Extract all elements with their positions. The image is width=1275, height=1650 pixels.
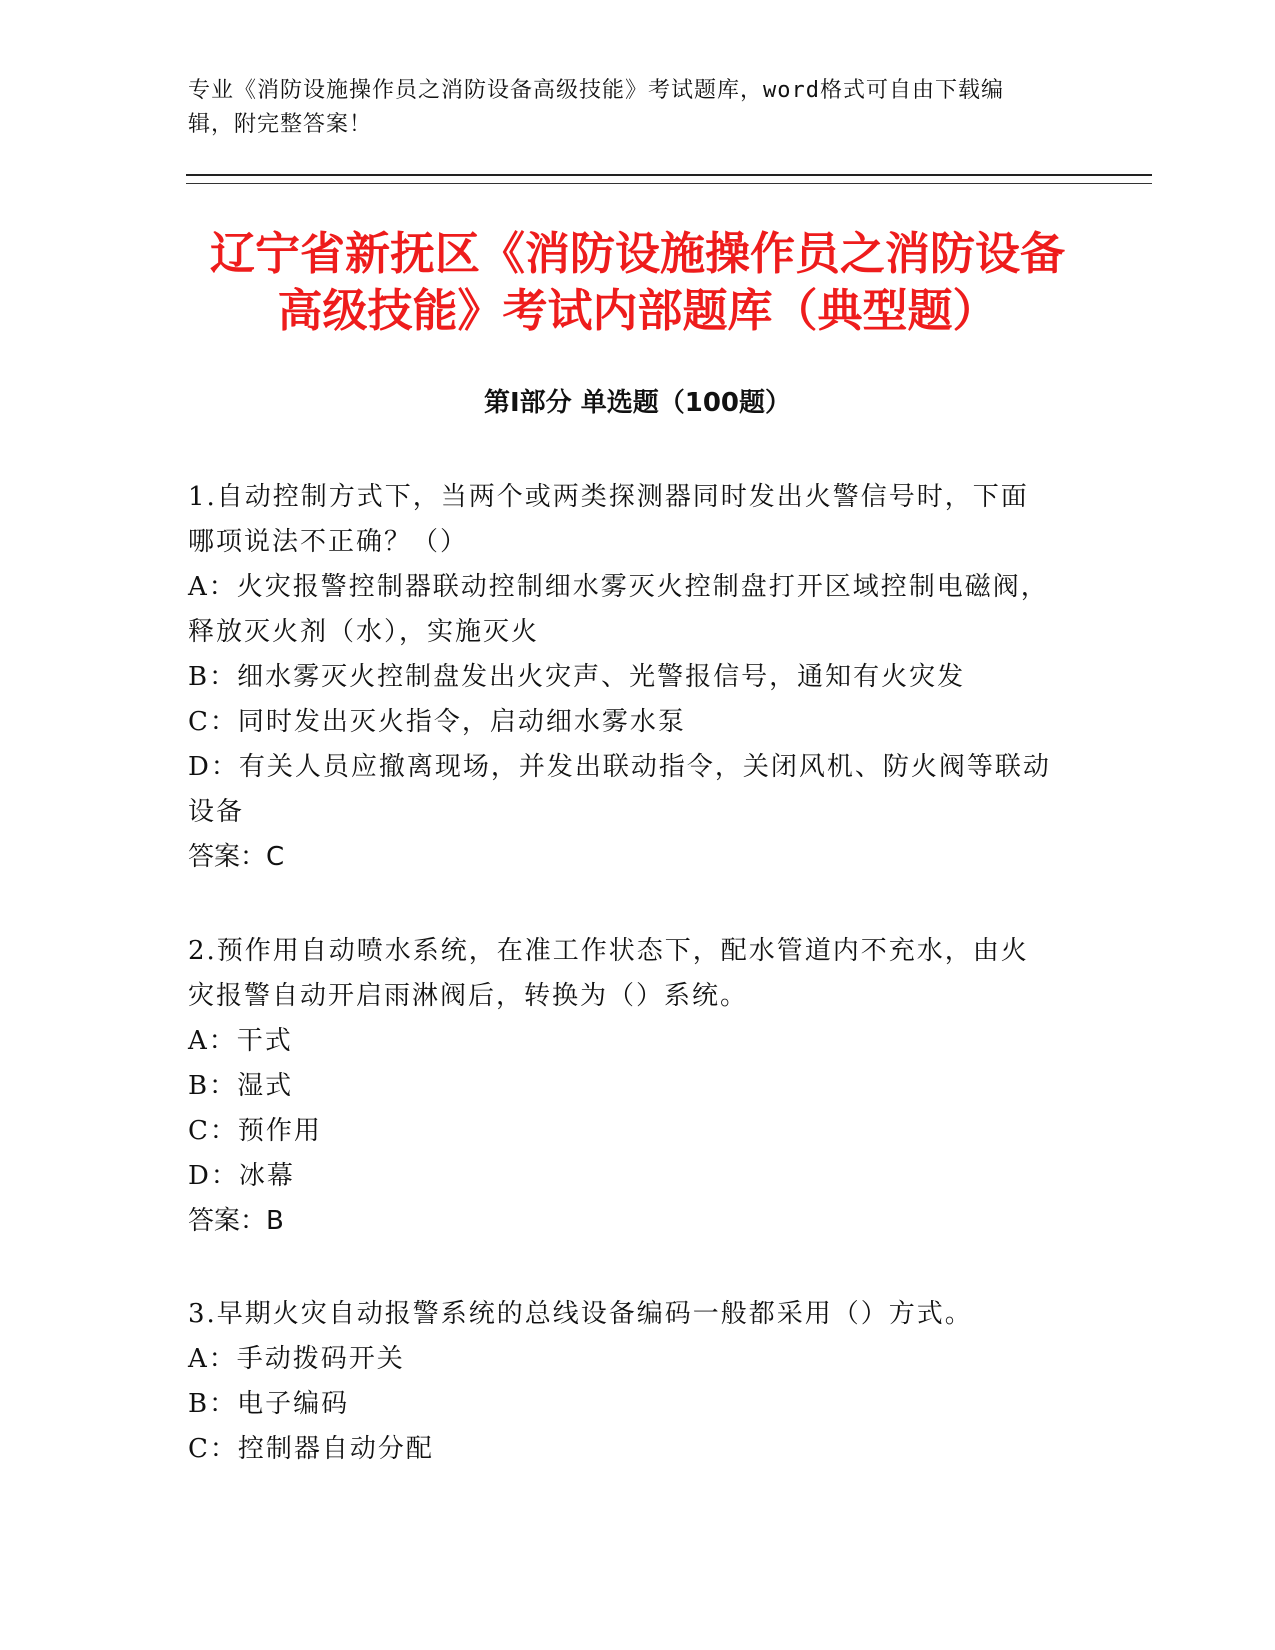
answer: 答案：B	[188, 1206, 284, 1236]
document-title-line: 辽宁省新抚区《消防设施操作员之消防设备	[209, 227, 1065, 280]
option-a: A：火灾报警控制器联动控制细水雾灭火控制盘打开区域控制电磁阀，	[188, 572, 1049, 602]
question-2	[188, 929, 1088, 1244]
header-note-line: 辑，附完整答案！	[188, 112, 373, 137]
question-stem-line: 灾报警自动开启雨淋阀后，转换为（）系统。	[188, 981, 749, 1011]
option-c: C：控制器自动分配	[188, 1434, 434, 1464]
option-c: C：同时发出灭火指令，启动细水雾水泵	[188, 707, 686, 737]
question-stem-line: 哪项说法不正确？（）	[188, 527, 469, 557]
option-c: C：预作用	[188, 1116, 322, 1146]
option-d: D：冰幕	[188, 1161, 295, 1191]
document-title	[150, 225, 1125, 339]
option-a-continued: 释放灭火剂（水），实施灭火	[188, 617, 540, 647]
option-b: B：细水雾灭火控制盘发出火灾声、光警报信号，通知有火灾发	[188, 662, 966, 692]
option-d: D：有关人员应撤离现场，并发出联动指令，关闭风机、防火阀等联动	[188, 752, 1051, 782]
document-title-line: 高级技能》考试内部题库（典型题）	[277, 284, 998, 337]
header-divider-thick	[186, 174, 1152, 176]
option-a: A：手动拨码开关	[188, 1344, 405, 1374]
answer: 答案：C	[188, 842, 285, 872]
option-d-continued: 设备	[188, 797, 245, 827]
option-a: A：干式	[188, 1026, 293, 1056]
question-stem-line: 1.自动控制方式下，当两个或两类探测器同时发出火警信号时，下面	[188, 482, 1029, 512]
header-note	[188, 74, 1068, 142]
header-note-line: 专业《消防设施操作员之消防设备高级技能》考试题库，word格式可自由下载编	[188, 78, 1004, 103]
question-stem-line: 3.早期火灾自动报警系统的总线设备编码一般都采用（）方式。	[188, 1299, 973, 1329]
header-divider-thin	[186, 183, 1152, 184]
question-stem-line: 2.预作用自动喷水系统，在准工作状态下，配水管道内不充水，由火	[188, 936, 1029, 966]
question-3	[188, 1292, 1088, 1472]
option-b: B：电子编码	[188, 1389, 350, 1419]
question-1	[188, 475, 1088, 880]
option-b: B：湿式	[188, 1071, 294, 1101]
section-heading: 第Ⅰ部分 单选题（100题）	[484, 388, 791, 418]
